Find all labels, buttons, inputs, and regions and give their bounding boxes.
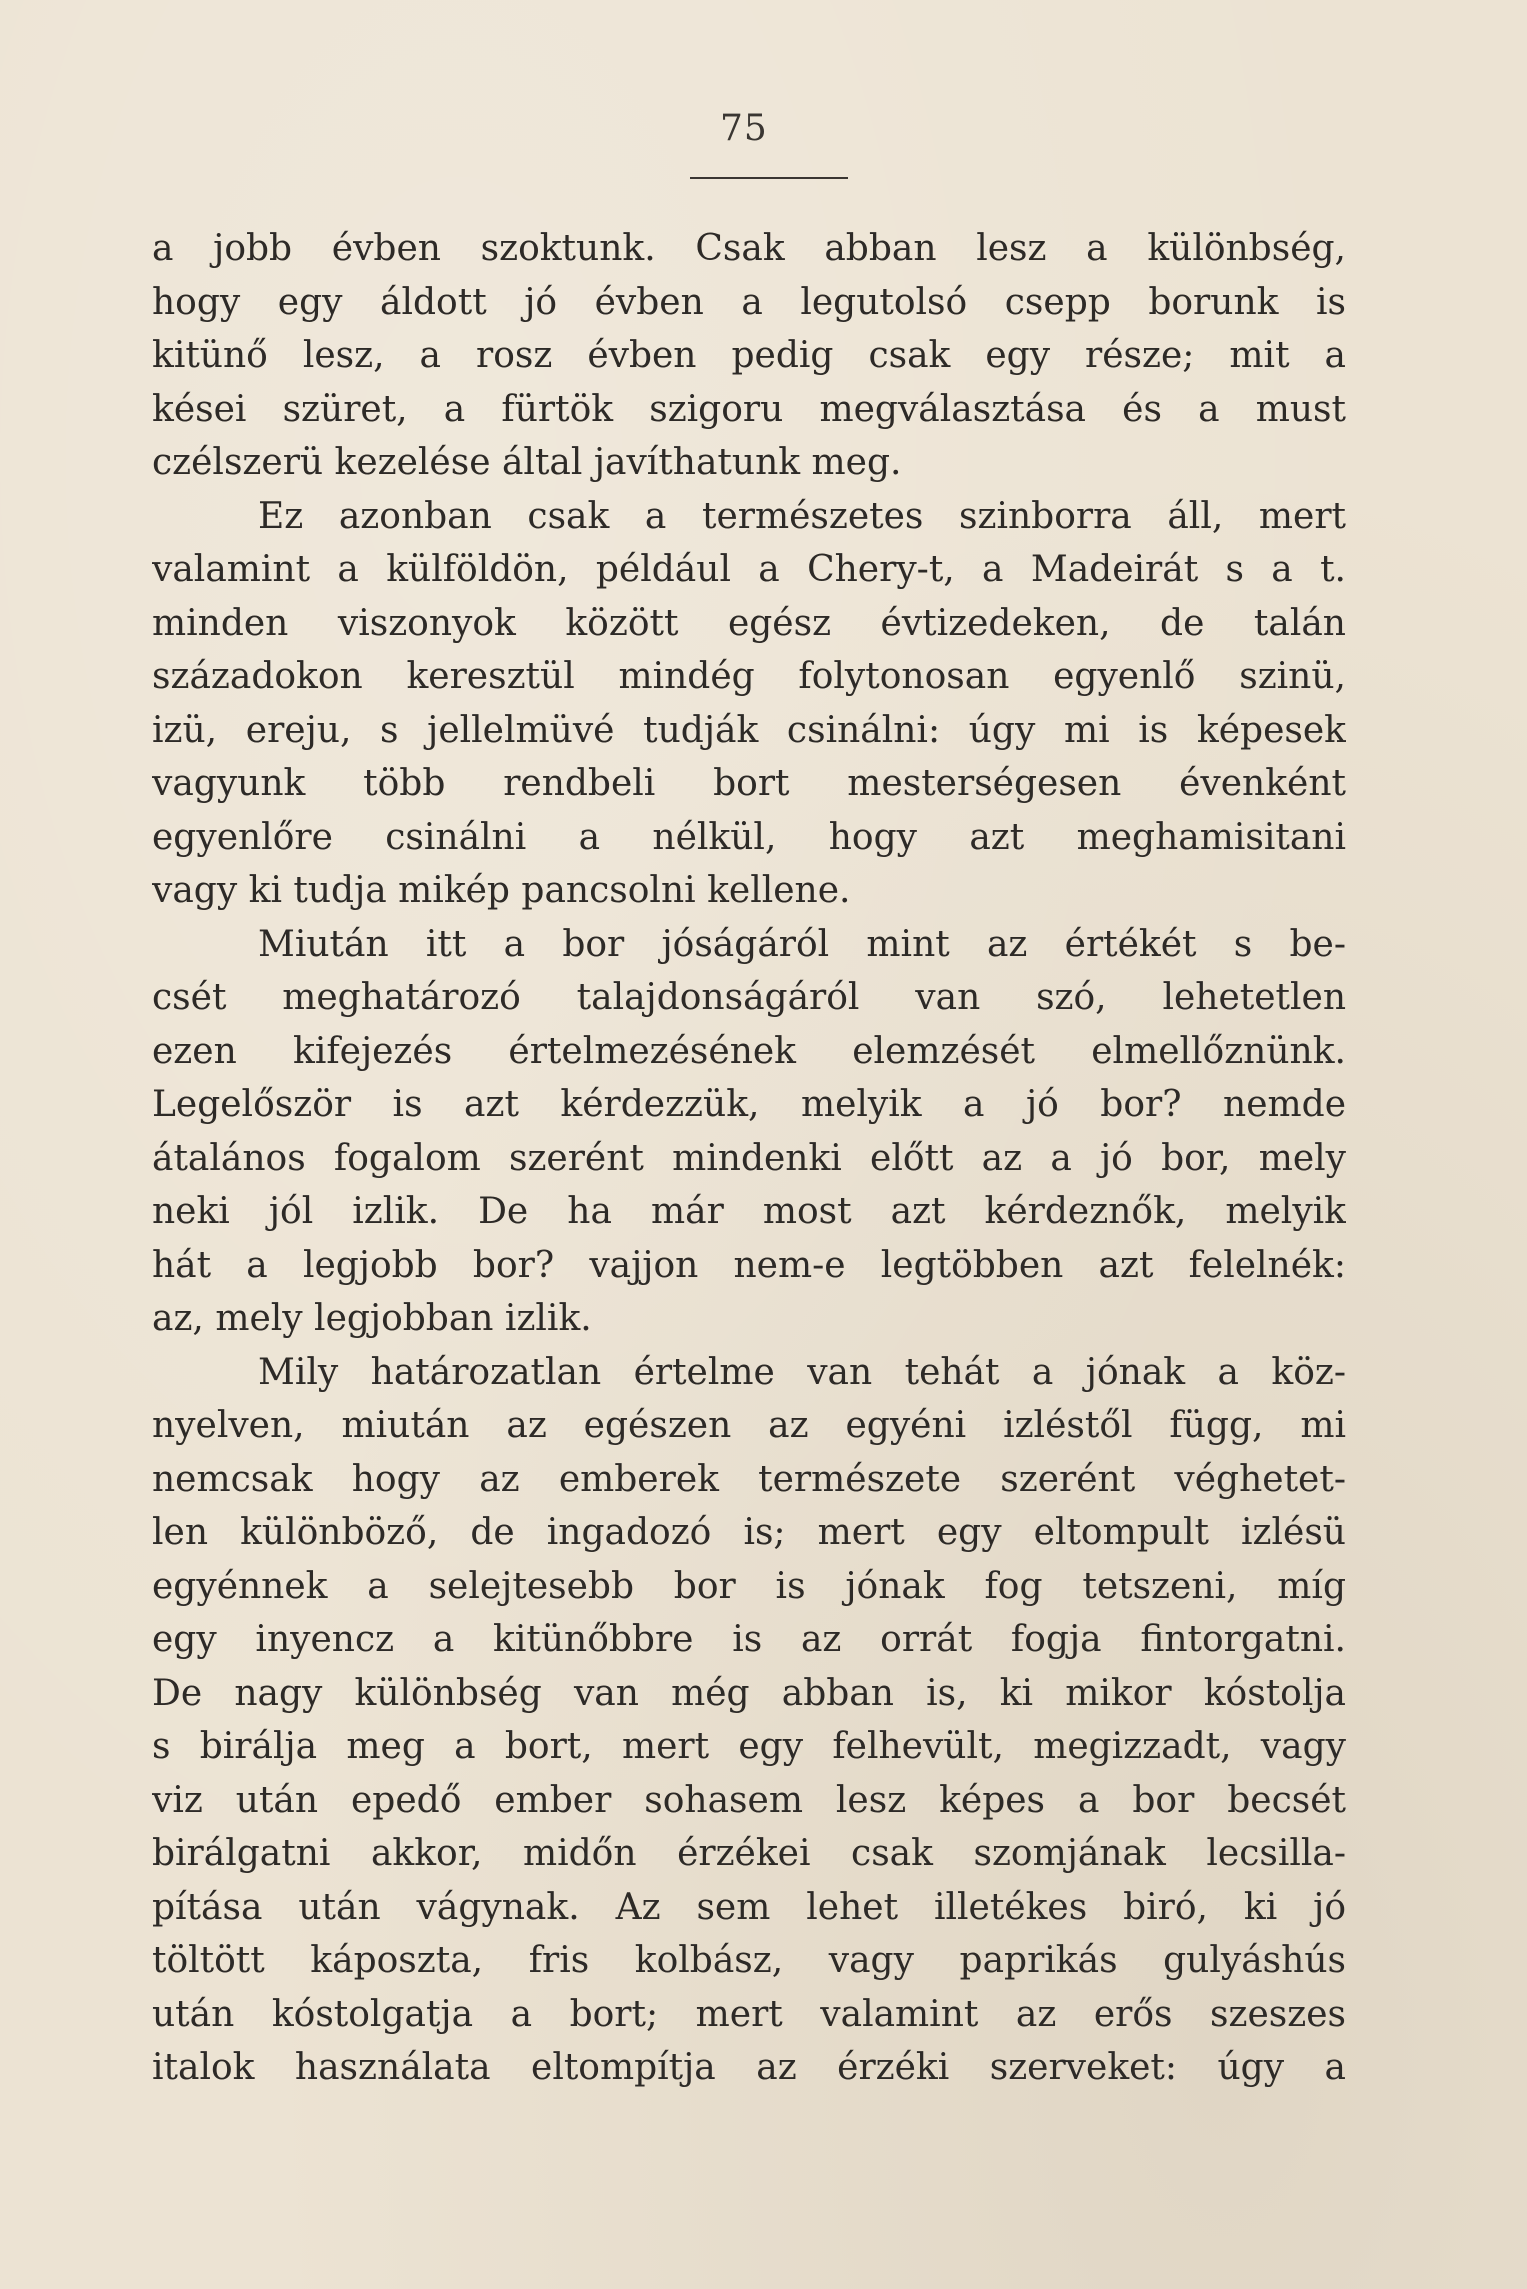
text-line: neki jól izlik. De ha már most azt kérdeznők, melyik: [152, 1191, 1346, 1232]
header-rule: [690, 177, 848, 179]
text-line: az, mely legjobban izlik.: [152, 1298, 592, 1339]
page-header: [0, 108, 1527, 168]
text-line: csét meghatározó talajdonságáról van szó, lehetetlen: [152, 977, 1346, 1018]
text-line: egyenlőre csinálni a nélkül, hogy azt meghamisitani: [152, 816, 1346, 858]
text-line: kései szüret, a fürtök szigoru megválasztása és a must: [152, 388, 1346, 430]
text-line: a jobb évben szoktunk. Csak abban lesz a különbség,: [152, 228, 1346, 269]
text-line: minden viszonyok között egész évtizedeken, de talán: [152, 602, 1346, 644]
text-line: hogy egy áldott jó évben a legutolsó csepp borunk is: [152, 281, 1346, 323]
text-line: birálgatni akkor, midőn érzékei csak szomjának lecsilla-: [152, 1833, 1346, 1874]
text-line: egyénnek a selejtesebb bor is jónak fog tetszeni, míg: [152, 1565, 1346, 1607]
text-line: viz után epedő ember sohasem lesz képes a bor becsét: [152, 1779, 1346, 1821]
text-line: kitünő lesz, a rosz évben pedig csak egy része; mit a: [152, 335, 1346, 376]
text-line: Mily határozatlan értelme van tehát a jónak a köz-: [258, 1351, 1346, 1393]
text-line: átalános fogalom szerént mindenki előtt az a jó bor, mely: [152, 1137, 1346, 1179]
text-line: De nagy különbség van még abban is, ki mikor kóstolja: [152, 1672, 1346, 1714]
text-line: pítása után vágynak. Az sem lehet illetékes biró, ki jó: [152, 1886, 1346, 1928]
text-line: valamint a külföldön, például a Chery-t, a Madeirát s a t.: [152, 549, 1346, 590]
text-line: töltött káposzta, fris kolbász, vagy paprikás gulyáshús: [152, 1940, 1346, 1981]
text-line: egy inyencz a kitünőbbre is az orrát fogja fintorgatni.: [152, 1619, 1346, 1660]
text-line: századokon keresztül mindég folytonosan egyenlő szinü,: [152, 656, 1346, 697]
text-line: nemcsak hogy az emberek természete szerént véghetet-: [152, 1458, 1346, 1500]
text-line: hát a legjobb bor? vajjon nem-e legtöbben azt felelnék:: [152, 1244, 1346, 1286]
text-line: nyelven, miután az egészen az egyéni izléstől függ, mi: [152, 1405, 1346, 1446]
text-line: s birálja meg a bort, mert egy felhevült, megizzadt, vagy: [152, 1726, 1346, 1767]
text-line: italok használata eltompítja az érzéki szerveket: úgy a: [152, 2047, 1346, 2088]
text-line: len különböző, de ingadozó is; mert egy eltompult izlésü: [152, 1512, 1346, 1553]
page-number: 75: [720, 108, 768, 149]
text-line: Miután itt a bor jóságáról mint az értékét s be-: [258, 923, 1346, 965]
text-line: izü, ereju, s jellelmüvé tudják csinálni: úgy mi is képesek: [152, 709, 1346, 751]
text-line: vagyunk több rendbeli bort mesterségesen évenként: [152, 763, 1346, 804]
text-line: czélszerü kezelése által javíthatunk meg.: [152, 442, 902, 483]
text-line: ezen kifejezés értelmezésének elemzését elmellőznünk.: [152, 1030, 1346, 1072]
text-line: után kóstolgatja a bort; mert valamint az erős szeszes: [152, 1993, 1346, 2035]
text-line: Ez azonban csak a természetes szinborra áll, mert: [258, 495, 1346, 537]
text-line: Legelőször is azt kérdezzük, melyik a jó bor? nemde: [152, 1084, 1346, 1125]
body-text: [152, 222, 1346, 2095]
text-line: vagy ki tudja mikép pancsolni kellene.: [152, 870, 851, 911]
